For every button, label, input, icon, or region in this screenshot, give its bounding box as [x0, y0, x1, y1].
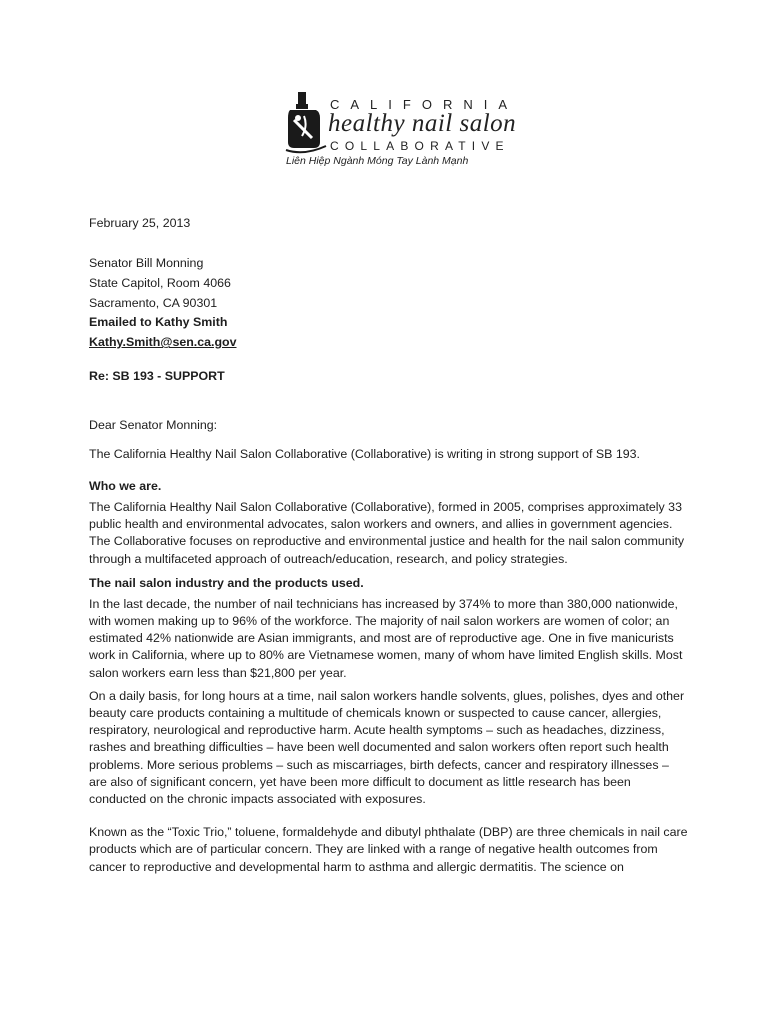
- subject-line: Re: SB 193 - SUPPORT: [89, 368, 225, 383]
- letterhead-california: CALIFORNIA: [330, 97, 519, 112]
- letterhead-title: healthy nail salon: [328, 110, 517, 137]
- salutation: Dear Senator Monning:: [89, 417, 218, 432]
- emailed-to-line: Emailed to Kathy Smith: [89, 315, 228, 330]
- letter-date: February 25, 2013: [89, 216, 191, 230]
- intro-paragraph: The California Healthy Nail Salon Collaborative (Collaborative) is writing in strong support of SB 193.: [89, 446, 640, 461]
- recipient-address: [89, 254, 689, 353]
- letterhead-vietnamese-name: Liên Hiệp Ngành Móng Tay Lành Mạnh: [286, 155, 469, 167]
- letterhead-collaborative: COLLABORATIVE: [330, 139, 510, 153]
- letterhead: [282, 92, 542, 172]
- paragraph-industry-2: On a daily basis, for long hours at a time, nail salon workers handle solvents, glues, polishes, dyes and other beauty care products containing a multitude of chemicals known or suspected to cause cancer, allergies, respiratory, neurological and reproductive harm. Acute health symptoms – such as headaches, dizziness, rashes and breathing difficulties – have been well documented and salon workers often report such health problems. More serious problems – such as miscarriages, birth defects, cancer and respiratory illnesses – are also of significant concern, yet have been more difficult to document as little research has been conducted on the chronic impacts associated with exposures.: [89, 688, 685, 807]
- recipient-email-link[interactable]: Kathy.Smith@sen.ca.gov: [89, 335, 237, 350]
- recipient-address-line1: State Capitol, Room 4066: [89, 275, 231, 290]
- nail-polish-bottle-logo: [284, 92, 328, 154]
- letter-body: [89, 214, 689, 882]
- paragraph-who-we-are: The California Healthy Nail Salon Collaborative (Collaborative), formed in 2005, comprises approximately 33 public health and environmental advocates, salon workers and owners, and allies in government agencies. The Collaborative focuses on reproductive and environmental justice and health for the nail salon community through a multifaceted approach of outreach/education, research, and policy strategies.: [89, 499, 685, 566]
- section-heading-who-we-are: Who we are.: [89, 478, 162, 493]
- paragraph-toxic-trio: Known as the “Toxic Trio,” toluene, formaldehyde and dibutyl phthalate (DBP) are three chemicals in nail care products which are of particular concern. They are linked with a range of negative health outcomes from cancer to reproductive and developmental harm to asthma and allergic dermatitis. The science on: [89, 825, 688, 874]
- recipient-name: Senator Bill Monning: [89, 256, 204, 270]
- paragraph-industry-1: In the last decade, the number of nail technicians has increased by 374% to more than 380,000 nationwide, with women making up to 96% of the workforce. The majority of nail salon workers are women of color; an estimated 42% nationwide are Asian immigrants, and most are of reproductive age. One in five manicurists work in California, where up to 80% are Vietnamese women, many of whom have limited English skills. Most salon workers earn less than $21,800 per year.: [89, 596, 683, 680]
- recipient-address-line2: Sacramento, CA 90301: [89, 295, 218, 310]
- section-heading-industry: The nail salon industry and the products used.: [89, 575, 364, 590]
